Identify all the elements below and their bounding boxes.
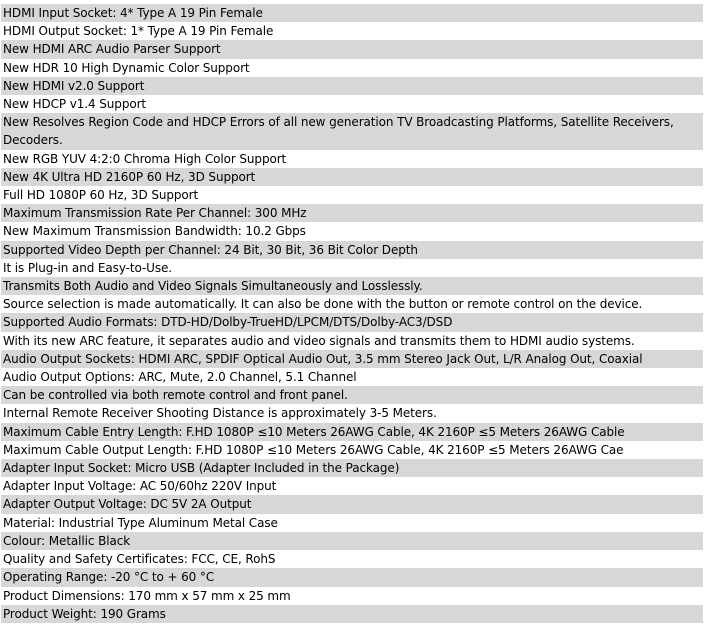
spec-cell: New Maximum Transmission Bandwidth: 10.2 Gbps — [3, 224, 306, 239]
spec-table-body — [1, 4, 703, 623]
spec-cell: New HDMI ARC Audio Parser Support — [3, 42, 221, 57]
spec-cell: Operating Range: -20 °C to + 60 °C — [3, 570, 215, 585]
spec-row — [1, 168, 703, 186]
spec-row — [1, 386, 703, 404]
spec-row — [1, 605, 703, 623]
spec-cell: New HDMI v2.0 Support — [3, 78, 145, 93]
spec-row — [1, 259, 703, 277]
spec-cell: Adapter Input Socket: Micro USB (Adapter Included in the Package) — [3, 461, 400, 476]
spec-row — [1, 295, 703, 313]
spec-row — [1, 404, 703, 422]
spec-row — [1, 313, 703, 331]
spec-row — [1, 441, 703, 459]
spec-cell: Maximum Cable Entry Length: F.HD 1080P ≤10 Meters 26AWG Cable, 4K 2160P ≤5 Meters 26AWG Cable — [3, 424, 625, 439]
spec-cell: Adapter Input Voltage: AC 50/60hz 220V Input — [3, 479, 277, 494]
spec-row — [1, 241, 703, 259]
spec-row — [1, 4, 703, 22]
spec-row — [1, 423, 703, 441]
spec-row — [1, 459, 703, 477]
spec-row — [1, 514, 703, 532]
spec-cell: New Resolves Region Code and HDCP Errors of all new generation TV Broadcasting Platforms, Satellite Receivers, Decoders. — [3, 115, 674, 148]
spec-cell: Internal Remote Receiver Shooting Distance is approximately 3-5 Meters. — [3, 406, 437, 421]
spec-row — [1, 550, 703, 568]
spec-cell: New RGB YUV 4:2:0 Chroma High Color Support — [3, 151, 287, 166]
spec-cell: New HDR 10 High Dynamic Color Support — [3, 60, 250, 75]
spec-cell: With its new ARC feature, it separates audio and video signals and transmits them to HDMI audio systems. — [3, 333, 635, 348]
spec-cell: Full HD 1080P 60 Hz, 3D Support — [3, 188, 199, 203]
spec-cell: Product Dimensions: 170 mm x 57 mm x 25 mm — [3, 588, 291, 603]
spec-row — [1, 587, 703, 605]
spec-row — [1, 495, 703, 513]
spec-cell: HDMI Output Socket: 1* Type A 19 Pin Female — [3, 24, 274, 39]
spec-cell: Source selection is made automatically. It can also be done with the button or remote control on the device. — [3, 297, 643, 312]
spec-cell: Quality and Safety Certificates: FCC, CE, RohS — [3, 552, 276, 567]
spec-cell: It is Plug-in and Easy-to-Use. — [3, 260, 172, 275]
spec-cell: Maximum Cable Output Length: F.HD 1080P ≤10 Meters 26AWG Cable, 4K 2160P ≤5 Meters 26AWG Cae — [3, 442, 624, 457]
spec-cell: Product Weight: 190 Grams — [3, 606, 166, 621]
spec-row — [1, 222, 703, 240]
spec-cell: Transmits Both Audio and Video Signals Simultaneously and Losslessly. — [3, 279, 423, 294]
spec-cell: Material: Industrial Type Aluminum Metal Case — [3, 515, 278, 530]
spec-cell: Supported Video Depth per Channel: 24 Bit, 30 Bit, 36 Bit Color Depth — [3, 242, 418, 257]
spec-cell: Can be controlled via both remote control and front panel. — [3, 388, 348, 403]
spec-cell: New 4K Ultra HD 2160P 60 Hz, 3D Support — [3, 169, 256, 184]
spec-row — [1, 150, 703, 168]
spec-row — [1, 568, 703, 586]
spec-cell: New HDCP v1.4 Support — [3, 97, 147, 112]
spec-cell: Adapter Output Voltage: DC 5V 2A Output — [3, 497, 252, 512]
spec-row — [1, 40, 703, 58]
spec-table — [1, 4, 703, 623]
spec-row — [1, 277, 703, 295]
spec-row — [1, 368, 703, 386]
spec-row — [1, 77, 703, 95]
spec-row — [1, 95, 703, 113]
spec-row — [1, 350, 703, 368]
spec-row — [1, 186, 703, 204]
spec-cell: Maximum Transmission Rate Per Channel: 300 MHz — [3, 206, 307, 221]
spec-row — [1, 113, 703, 149]
spec-cell: Audio Output Sockets: HDMI ARC, SPDIF Optical Audio Out, 3.5 mm Stereo Jack Out, L/R Analog Out, Coaxial — [3, 351, 643, 366]
spec-cell: HDMI Input Socket: 4* Type A 19 Pin Female — [3, 6, 263, 20]
spec-cell: Audio Output Options: ARC, Mute, 2.0 Channel, 5.1 Channel — [3, 370, 357, 385]
spec-row — [1, 22, 703, 40]
spec-row — [1, 332, 703, 350]
spec-cell: Colour: Metallic Black — [3, 533, 131, 548]
spec-cell: Supported Audio Formats: DTD-HD/Dolby-TrueHD/LPCM/DTS/Dolby-AC3/DSD — [3, 315, 453, 330]
spec-row — [1, 204, 703, 222]
spec-row — [1, 59, 703, 77]
spec-row — [1, 477, 703, 495]
spec-row — [1, 532, 703, 550]
